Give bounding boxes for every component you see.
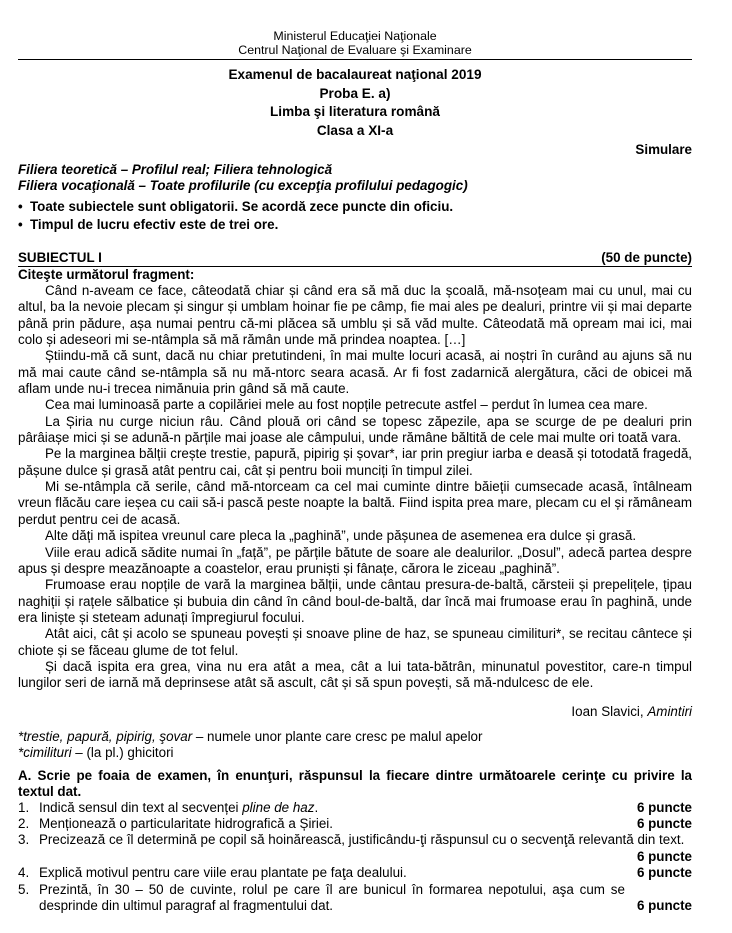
footnotes (18, 729, 692, 761)
fragment-paragraph: Pe la marginea bălții crește trestie, papură, pipirig și șovar*, iar prin pregiur iarba e deasă și totodată fragedă, pășune dulce și grasă atât pentru cai, cât și pentru boii munciți în timpul zilei. (18, 446, 692, 478)
question-number: 1. (18, 799, 30, 815)
filiera-line-1: Filiera teoretică – Profilul real; Filiera tehnologică (18, 162, 333, 177)
question-number: 2. (18, 816, 30, 831)
question-points: 6 puncte (636, 865, 692, 881)
questions-list (18, 800, 692, 915)
author-name: Ioan Slavici, (571, 703, 644, 719)
fragment-paragraph: Atât aici, cât și acolo se spuneau povești și snoave pline de haz, se spuneau cimilituri*, se recitau cântece și chiote și se făceau glume de tot felul. (18, 626, 692, 658)
footnote-definition: – (la pl.) ghicitori (71, 744, 174, 760)
fragment-paragraph: Când n-aveam ce face, câteodată chiar și când era să mă duc la școală, mă-nsoțeam mai cu unul, mai cu altul, ba la nevoie plecam și singur și umblam hoinar fie pe câmp, fie mai ales pe dealuri, printre vii și mai departe până prin pădure, așa numai pentru că-mi plăcea să umblu și să văd multe. Câteodată mă opream mai ici, mai colo și adeseori mi se-ntâmpla să mă rămân unde mă prindea noaptea. […] (18, 283, 692, 348)
rules-list (18, 198, 692, 234)
fragment-paragraph: Mi se-ntâmpla că serile, când mă-ntorceam ca cel mai cuminte dintre băieții cumsecade acasă, întâlneam vreun flăcău care ieșea cu caii să-i pască peste noapte la baltă. Fiind ispita prea mare, plecam cu el și rămâneam perdut pentru cei de acasă. (18, 479, 692, 527)
question-points: 6 puncte (636, 898, 692, 914)
question-text: Menționează o particularitate hidrografică a Șiriei. (39, 816, 334, 831)
question-number: 4. (18, 865, 30, 881)
fragment-paragraph: Viile erau adică sădite numai în „față”, pe părțile bătute de soare ale dealurilor. „Dosul”, adecă partea despre apus și despre meazănoapte a coastelor, erau pruniști și fânațe, cărora le ziceau „paghină”. (18, 544, 692, 576)
question-text: Indică sensul din text al secvenței pline de haz. (39, 799, 319, 815)
header-divider (18, 59, 692, 60)
question-text: Precizează ce îl determină pe copil să hoinărească, justificându-ţi răspunsul cu o secvenţă relevantă din text. (39, 832, 685, 848)
literary-fragment (18, 283, 692, 692)
footnote (18, 745, 692, 761)
filiera-line-2: Filiera vocaţională – Toate profilurile (cu excepţia profilului pedagogic) (18, 178, 468, 193)
rule-item: • Timpul de lucru efectiv este de trei ore. (18, 216, 692, 234)
question-item (18, 865, 692, 881)
exam-titles (18, 66, 692, 140)
proba-title: Proba E. a) (319, 85, 391, 101)
question-item (18, 882, 692, 915)
fragment-paragraph: Frumoase erau nopțile de vară la marginea bălții, unde cântau presura-de-baltă, cărsteii și prepelițele, țipau naghiții și rațele sălbatice și bubuia din când în când boul-de-baltă, dar încă mai frumoase erau în paghină, unde era liniște și steteam adunați împregiurul focului. (18, 577, 692, 625)
fragment-paragraph: Alte dăți mă ispitea vreunul care pleca la „paghină”, unde pășunea de asemenea era dulce și grasă. (45, 528, 637, 544)
question-points: 6 puncte (636, 799, 692, 815)
question-text: Prezintă, în 30 – 50 de cuvinte, rolul pe care îl are bunicul în formarea nepotului, aşa cum se desprinde din ultimul paragraf al fragmentului dat. (39, 881, 625, 914)
footnote-term: *cimilituri (18, 744, 72, 760)
exam-page (18, 0, 692, 914)
question-item (18, 800, 692, 816)
task-a-instruction: A. Scrie pe foaia de examen, în enunţuri, răspunsul la fiecare dintre următoarele cerinţe cu privire la textul dat. (18, 767, 692, 799)
question-points: 6 puncte (636, 816, 692, 831)
footnote-term: *trestie, papură, pipirig, şovar (18, 728, 193, 744)
question-item (18, 816, 692, 832)
exam-title: Examenul de bacalaureat naţional 2019 (228, 67, 482, 82)
center-name: Centrul Naţional de Evaluare şi Examinare (238, 43, 472, 57)
source-attribution (18, 704, 692, 720)
subject-title: Limba şi literatura română (270, 104, 440, 119)
footnote-definition: – numele unor plante care cresc pe malul apelor (192, 728, 483, 744)
question-item (18, 832, 692, 865)
rule-item: • Toate subiectele sunt obligatorii. Se acordă zece puncte din oficiu. (18, 198, 692, 216)
filiera-block (18, 162, 692, 194)
grade-title: Clasa a XI-a (316, 122, 394, 138)
document-header (18, 29, 692, 57)
question-text: Explică motivul pentru care viile erau plantate pe faţa dealului. (39, 865, 407, 881)
fragment-paragraph: Cea mai luminoasă parte a copilăriei mele au fost nopțile petrecute astfel – perdut în lumea cea mare. (45, 397, 648, 413)
fragment-paragraph: La Șiria nu curge niciun râu. Când plouă ori când se topesc zăpezile, apa se scurge de pe dealuri prin pârâiașe mici și se adună-n părțile mai joase ale câmpului, unde rămâne băltită de cele mai multe ori toată vara. (18, 413, 692, 446)
section-heading (18, 250, 692, 267)
ministry-name: Ministerul Educaţiei Naţionale (273, 29, 437, 43)
fragment-paragraph: Știindu-mă că sunt, dacă nu chiar pretutindeni, în mai multe locuri acasă, ai noștri în curând au ajuns să nu mă mai caute când se-ntâmpla să nu mă-ntorc seara acasă. Ar fi fost zadarnică alergătura, căci de obicei mă aflam unde nu-i trecea nimănuia prin gând să mă caute. (18, 348, 692, 397)
section-points: (50 de puncte) (601, 250, 692, 265)
read-instruction: Citeşte următorul fragment: (18, 267, 195, 282)
question-number: 3. (18, 832, 30, 848)
question-points: 6 puncte (636, 848, 692, 864)
simulation-label: Simulare (635, 142, 692, 157)
footnote (18, 729, 692, 745)
section-title: SUBIECTUL I (18, 250, 102, 265)
fragment-paragraph: Și dacă ispita era grea, vina nu era atât a mea, cât a lui tata-bătrân, minunatul povestitor, care-n timpul lungilor seri de iarnă mă deprinsese atât să ascult, cât și să spun povești, să mă-ndulcesc de ele. (18, 658, 692, 691)
question-number: 5. (18, 881, 30, 897)
work-title: Amintiri (647, 703, 692, 719)
